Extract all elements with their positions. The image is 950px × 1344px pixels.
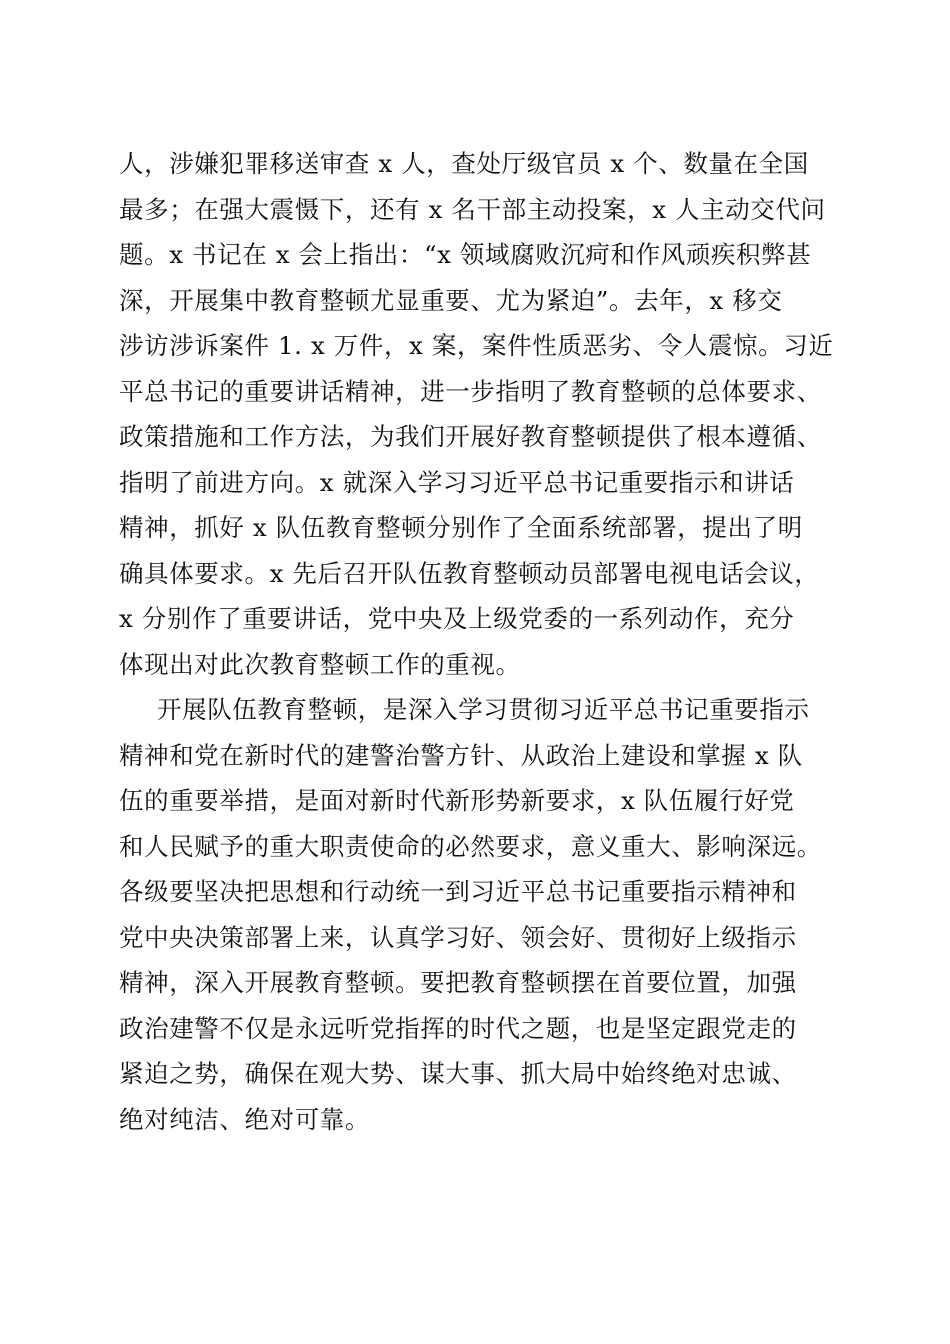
paragraph-line: 涉访涉诉案件 1. x 万件，x 案，案件性质恶劣、令人震惊。习近 [119, 331, 834, 360]
paragraph-line: 精神和党在新时代的建警治警方针、从政治上建设和掌握 x 队 [119, 740, 803, 770]
paragraph-line: 紧迫之势，确保在观大势、谋大事、抓大局中始终绝对忠诚、 [119, 1059, 797, 1088]
document-body [119, 141, 879, 1142]
paragraph-line: 和人民赋予的重大职责使命的必然要求，意义重大、影响深远。 [119, 831, 822, 861]
paragraph-line: 指明了前进方向。x 就深入学习习近平总书记重要指示和讲话 [119, 467, 795, 497]
paragraph-line: 题。x 书记在 x 会上指出：“x 领域腐败沉疴和作风顽疾积弊甚 [119, 240, 812, 269]
paragraph-first-line: 开展队伍教育整顿，是深入学习贯彻习近平总书记重要指示 [157, 695, 810, 724]
paragraph-line: 党中央决策部署上来，认真学习好、领会好、贯彻好上级指示 [119, 922, 797, 952]
paragraph-line: 体现出对此次教育整顿工作的重视。 [119, 649, 521, 679]
paragraph-line: 精神，深入开展教育整顿。要把教育整顿摆在首要位置，加强 [119, 968, 797, 997]
paragraph-line: 政策措施和工作方法，为我们开展好教育整顿提供了根本遵循、 [119, 422, 822, 451]
paragraph-line: 伍的重要举措，是面对新时代新形势新要求，x 队伍履行好党 [119, 786, 795, 815]
paragraph-2 [119, 687, 879, 1142]
paragraph-line: 人，涉嫌犯罪移送审查 x 人，查处厅级官员 x 个、数量在全国 [119, 149, 809, 178]
paragraph-line: 绝对纯洁、绝对可靠。 [119, 1104, 370, 1134]
paragraph-line: 精神，抓好 x 队伍教育整顿分别作了全面系统部署，提出了明 [119, 513, 803, 542]
paragraph-line: 政治建警不仅是永远听党指挥的时代之题，也是坚定跟党走的 [119, 1013, 797, 1043]
paragraph-line: x 分别作了重要讲话，党中央及上级党委的一系列动作，充分 [119, 604, 795, 633]
paragraph-line: 确具体要求。x 先后召开队伍教育整顿动员部署电视电话会议， [119, 558, 820, 588]
paragraph-line: 深，开展集中教育整顿尤显重要、尤为紧迫”。去年，x 移交 [119, 285, 783, 315]
paragraph-line: 最多；在强大震慑下，还有 x 名干部主动投案，x 人主动交代问 [119, 194, 826, 224]
paragraph-line: 各级要坚决把思想和行动统一到习近平总书记重要指示精神和 [119, 877, 797, 906]
paragraph-line: 平总书记的重要讲话精神，进一步指明了教育整顿的总体要求、 [119, 376, 822, 406]
paragraph-1 [119, 141, 879, 687]
